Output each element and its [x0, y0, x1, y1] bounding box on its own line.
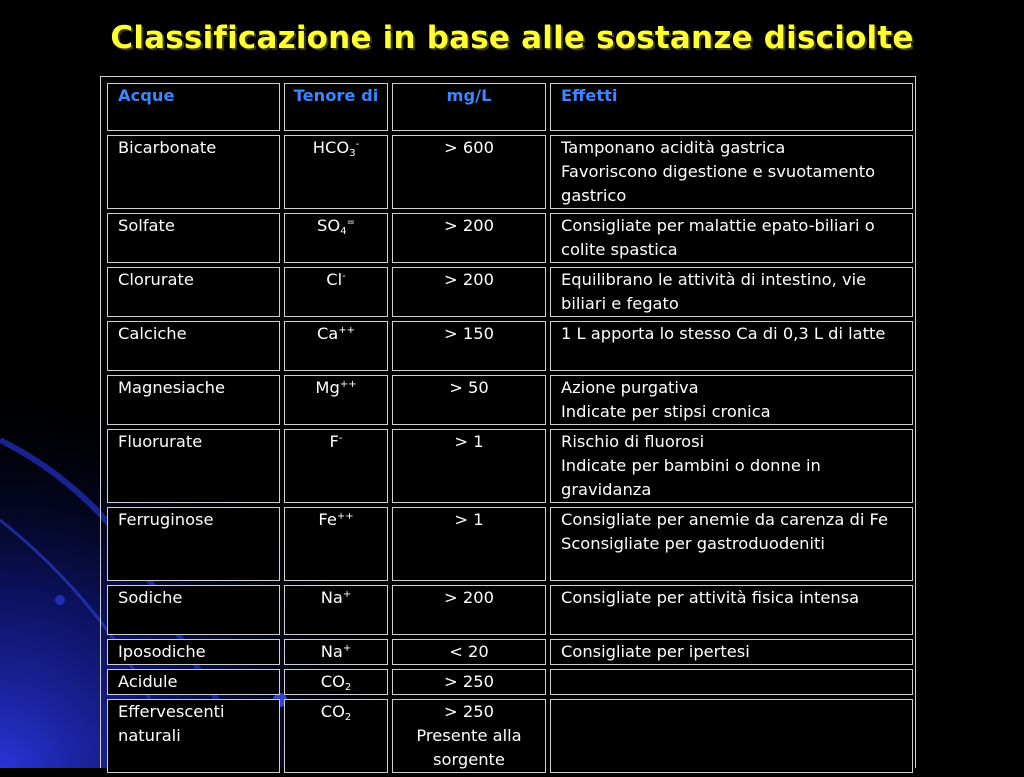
table-row	[107, 507, 913, 581]
header-tenore: Tenore di	[284, 83, 388, 131]
ion-charge: -	[338, 433, 343, 444]
cell-acque: Ferruginose	[107, 507, 280, 581]
effetti-line: Sconsigliate per gastroduodeniti	[561, 534, 825, 553]
ion-subscript: 4	[340, 226, 347, 237]
table-row	[107, 267, 913, 317]
cell-mgl	[392, 135, 546, 209]
mgl-line: > 50	[449, 378, 489, 397]
ion-symbol: Na	[320, 588, 343, 607]
effetti-line: Tamponano acidità gastrica	[561, 138, 786, 157]
ion-charge: ++	[339, 379, 357, 390]
cell-ion	[284, 639, 388, 665]
cell-ion	[284, 267, 388, 317]
cell-mgl	[392, 321, 546, 371]
table-row	[107, 429, 913, 503]
cell-ion	[284, 213, 388, 263]
table-row	[107, 585, 913, 635]
effetti-line: 1 L apporta lo stesso Ca di 0,3 L di latte	[561, 324, 886, 343]
cell-mgl	[392, 429, 546, 503]
effetti-line: Consigliate per ipertesi	[561, 642, 750, 661]
ion-charge: ++	[336, 511, 354, 522]
table-row	[107, 669, 913, 695]
effetti-line: Consigliate per attività fisica intensa	[561, 588, 860, 607]
effetti-line: Consigliate per malattie epato-biliari o colite spastica	[561, 216, 875, 259]
cell-mgl	[392, 375, 546, 425]
header-acque: Acque	[107, 83, 280, 131]
table-header-row	[107, 83, 913, 131]
cell-effetti	[550, 669, 913, 695]
cell-ion	[284, 585, 388, 635]
table-row	[107, 135, 913, 209]
mgl-line: > 200	[444, 270, 494, 289]
cell-mgl	[392, 699, 546, 773]
mgl-line: > 1	[454, 510, 484, 529]
ion-charge: -	[342, 271, 346, 282]
cell-acque: Magnesiache	[107, 375, 280, 425]
table-row	[107, 375, 913, 425]
cell-mgl	[392, 267, 546, 317]
cell-acque: Effervescenti naturali	[107, 699, 280, 773]
cell-mgl	[392, 639, 546, 665]
cell-effetti	[550, 321, 913, 371]
mgl-line: > 150	[444, 324, 494, 343]
ion-subscript: 2	[344, 712, 352, 723]
page-title: Classificazione in base alle sostanze disciolte	[110, 20, 914, 56]
ion-symbol: F	[329, 432, 339, 451]
ion-charge: +	[342, 589, 352, 600]
effetti-line: Consigliate per anemie da carenza di Fe	[561, 510, 889, 529]
ion-symbol: SO	[317, 216, 341, 235]
ion-subscript: 3	[349, 148, 356, 159]
table-row	[107, 213, 913, 263]
effetti-line: Favoriscono digestione e svuotamento gastrico	[561, 162, 876, 205]
ion-charge: ++	[338, 325, 356, 336]
table-row	[107, 639, 913, 665]
ion-symbol: CO	[320, 702, 345, 721]
cell-acque: Solfate	[107, 213, 280, 263]
cell-acque: Sodiche	[107, 585, 280, 635]
cell-effetti	[550, 639, 913, 665]
mgl-line: > 200	[444, 588, 494, 607]
mgl-line: Presente alla sorgente	[416, 726, 522, 769]
mgl-line: > 200	[444, 216, 494, 235]
effetti-line: Rischio di fluorosi	[561, 432, 705, 451]
ion-subscript: 2	[344, 682, 352, 693]
cell-effetti	[550, 135, 913, 209]
cell-acque: Acidule	[107, 669, 280, 695]
classification-table	[103, 79, 917, 777]
cell-effetti	[550, 699, 913, 773]
ion-charge: -	[355, 139, 360, 150]
effetti-line: Equilibrano le attività di intestino, vie biliari e fegato	[561, 270, 867, 313]
cell-ion	[284, 135, 388, 209]
ion-symbol: Na	[320, 642, 343, 661]
cell-mgl	[392, 669, 546, 695]
cell-ion	[284, 375, 388, 425]
cell-ion	[284, 699, 388, 773]
cell-mgl	[392, 213, 546, 263]
ion-symbol: CO	[320, 672, 345, 691]
cell-ion	[284, 669, 388, 695]
ion-symbol: Mg	[315, 378, 340, 397]
ion-symbol: Fe	[318, 510, 337, 529]
header-mgl: mg/L	[392, 83, 546, 131]
mgl-line: > 250	[444, 702, 494, 721]
cell-ion	[284, 507, 388, 581]
table-row	[107, 699, 913, 773]
cell-effetti	[550, 267, 913, 317]
effetti-line: Indicate per stipsi cronica	[561, 402, 771, 421]
cell-acque: Calciche	[107, 321, 280, 371]
mgl-line: < 20	[449, 642, 489, 661]
cell-ion	[284, 321, 388, 371]
cell-ion	[284, 429, 388, 503]
mgl-line: > 600	[444, 138, 494, 157]
classification-table-frame	[100, 76, 916, 768]
cell-acque: Iposodiche	[107, 639, 280, 665]
ion-symbol: Cl	[326, 270, 343, 289]
cell-effetti	[550, 585, 913, 635]
header-effetti: Effetti	[550, 83, 913, 131]
ion-symbol: HCO	[312, 138, 350, 157]
cell-acque: Clorurate	[107, 267, 280, 317]
cell-effetti	[550, 213, 913, 263]
table-row	[107, 321, 913, 371]
mgl-line: > 1	[454, 432, 484, 451]
ion-charge: +	[342, 643, 352, 654]
cell-effetti	[550, 375, 913, 425]
ion-symbol: Ca	[316, 324, 339, 343]
cell-mgl	[392, 507, 546, 581]
cell-effetti	[550, 429, 913, 503]
cell-acque: Fluorurate	[107, 429, 280, 503]
effetti-line: Azione purgativa	[561, 378, 699, 397]
mgl-line: > 250	[444, 672, 494, 691]
effetti-line: Indicate per bambini o donne in gravidanza	[561, 456, 821, 499]
cell-acque: Bicarbonate	[107, 135, 280, 209]
cell-effetti	[550, 507, 913, 581]
cell-mgl	[392, 585, 546, 635]
ion-charge: =	[346, 217, 355, 228]
